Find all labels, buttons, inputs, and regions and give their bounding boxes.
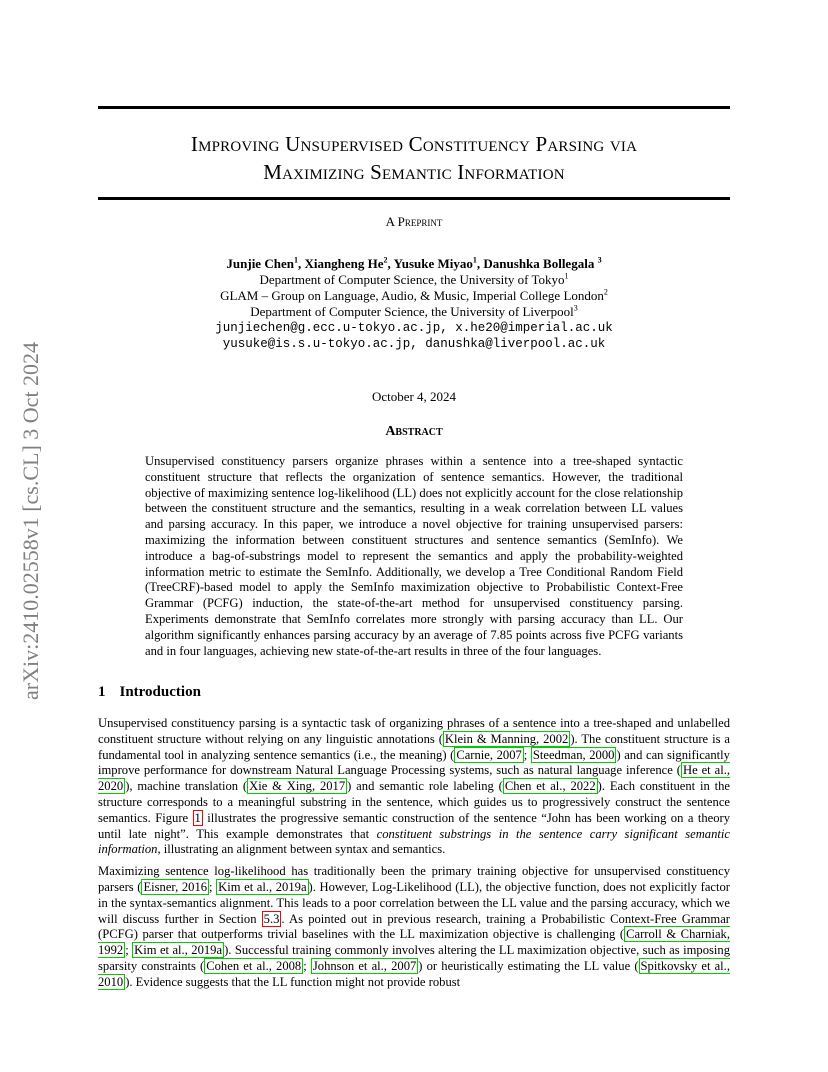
section-title: Introduction	[119, 684, 201, 700]
preprint-label: A Preprint	[385, 214, 443, 229]
citation-link[interactable]: He et al., 2020	[98, 763, 730, 794]
bottom-title-rule	[98, 197, 730, 200]
affiliation-1: Department of Computer Science, the University of Tokyo$^1$	[259, 271, 569, 287]
citation-link[interactable]: Cohen et al., 2008	[206, 958, 302, 973]
affiliation-2: GLAM – Group on Language, Audio, & Music, Imperial College London$^2$	[220, 287, 608, 303]
citation-link[interactable]: Kim et al., 2019a	[218, 879, 307, 894]
citation-link[interactable]: Kim et al., 2019a	[134, 943, 223, 958]
citation-link[interactable]: Xie & Xing, 2017	[249, 779, 346, 794]
emails-line-2[interactable]: yusuke@is.s.u-tokyo.ac.jp, danushka@liverpool.ac.uk	[222, 337, 606, 351]
title-line-1: Improving Unsupervised Constituency Parsing via	[190, 132, 638, 156]
paragraph-1: Unsupervised constituency parsing is a syntactic task of organizing phrases of a sentence into a tree-shaped and unlabelled constituent structure without relying on any linguistic annotations ( Klein & Manning, 2002 ). The constituent structure is a fundamental tool in analyzing sentence semantics (i.e., the meaning) ( Carnie, 2007 ; Steedman, 2000 ) and can significantly improve performance for downstream Natural Language Processing systems, such as natural language inference ( He et al., 2020 ), machine translation ( Xie & Xing, 2017 ) and semantic role labeling ( Chen et al., 2022 ). Each constituent in the structure corresponds to a meaningful substring in the sentence, which guides us to progressively construct the sentence semantics. Figure 1 illustrates the progressive semantic construction of the sentence “John has been working on a theory until late night”. This example demonstrates that constituent substrings in the sentence carry significant semantic information, illustrating an alignment between syntax and semantics.	[98, 716, 731, 857]
introduction-body	[98, 716, 730, 997]
section-number: 1	[98, 684, 106, 700]
abstract-text: Unsupervised constituency parsers organize phrases within a sentence into a tree-shaped syntactic constituent structure that reflects the organization of sentence semantics. However, the traditional objective of maximizing sentence log-likelihood (LL) does not explicitly account for the close relationship between the constituent structure and the semantics, resulting in a weak correlation between LL values and parsing accuracy. In this paper, we introduce a novel objective for training unsupervised parsers: maximizing the information between constituent structures and sentence semantics (SemInfo). We introduce a bag-of-substrings model to represent the semantics and apply the probability-weighted information metric to estimate the SemInfo. Additionally, we develop a Tree Conditional Random Field (TreeCRF)-based model to apply the SemInfo maximization objective to Probabilistic Context-Free Grammar (PCFG) induction, the state-of-the-art method for unsupervised constituency parsing. Experiments demonstrate that SemInfo correlates more strongly with parsing accuracy than LL. Our algorithm significantly enhances parsing accuracy by an average of 7.85 points across five PCFG variants and in four languages, achieving new state-of-the-art results in three of the four languages.	[145, 454, 683, 658]
publication-date: October 4, 2024	[371, 389, 457, 404]
section-heading	[98, 684, 215, 701]
paragraph-2: Maximizing sentence log-likelihood has traditionally been the primary training objective for unsupervised constituency parsers ( Eisner, 2016 ; Kim et al., 2019a ). However, Log-Likelihood (LL), the objective function, does not explicitly factor in the syntax-semantics alignment. This leads to a poor correlation between the LL value and the parsing accuracy, which we will discuss further in Section 5.3 . As pointed out in previous research, training a Probabilistic Context-Free Grammar (PCFG) parser that outperforms trivial baselines with the LL maximization objective is challenging ( Carroll & Charniak, 1992 ; Kim et al., 2019a ). Successful training commonly involves altering the LL maximization objective, such as imposing sparsity constraints ( Cohen et al., 2008 ; Johnson et al., 2007 ) or heuristically estimating the LL value ( Spitkovsky et al., 2010 ). Evidence suggests that the LL function might not provide robust	[98, 864, 730, 989]
citation-link[interactable]: Carnie, 2007	[456, 747, 522, 762]
citation-link[interactable]: Chen et al., 2022	[504, 779, 596, 794]
citation-link[interactable]: Eisner, 2016	[143, 879, 208, 894]
abstract-heading: Abstract	[385, 424, 443, 439]
citation-link[interactable]: Steedman, 2000	[532, 747, 615, 762]
figure-ref-link[interactable]: 1	[194, 810, 201, 825]
author-names: Junjie Chen$^1$, Xiangheng He$^2$, Yusuke Miyao$^1$, Danushka Bollegala $^3$	[226, 255, 602, 271]
citation-link[interactable]: Spitkovsky et al., 2010	[98, 958, 730, 989]
paper-title	[98, 130, 730, 186]
arxiv-identifier: arXiv:2410.02558v1 [cs.CL] 3 Oct 2024	[18, 341, 43, 700]
author-block	[98, 256, 730, 352]
emails-line-1[interactable]: junjiechen@g.ecc.u-tokyo.ac.jp, x.he20@imperial.ac.uk	[215, 321, 613, 335]
citation-link[interactable]: Klein & Manning, 2002	[444, 731, 569, 746]
title-line-2: Maximizing Semantic Information	[263, 160, 565, 184]
affiliation-3: Department of Computer Science, the University of Liverpool$^3$	[250, 303, 578, 319]
section-ref-link[interactable]: 5.3	[263, 911, 280, 926]
citation-link[interactable]: Johnson et al., 2007	[312, 958, 417, 973]
top-rule	[98, 106, 730, 109]
citation-link[interactable]: Carroll & Charniak, 1992	[98, 927, 730, 958]
